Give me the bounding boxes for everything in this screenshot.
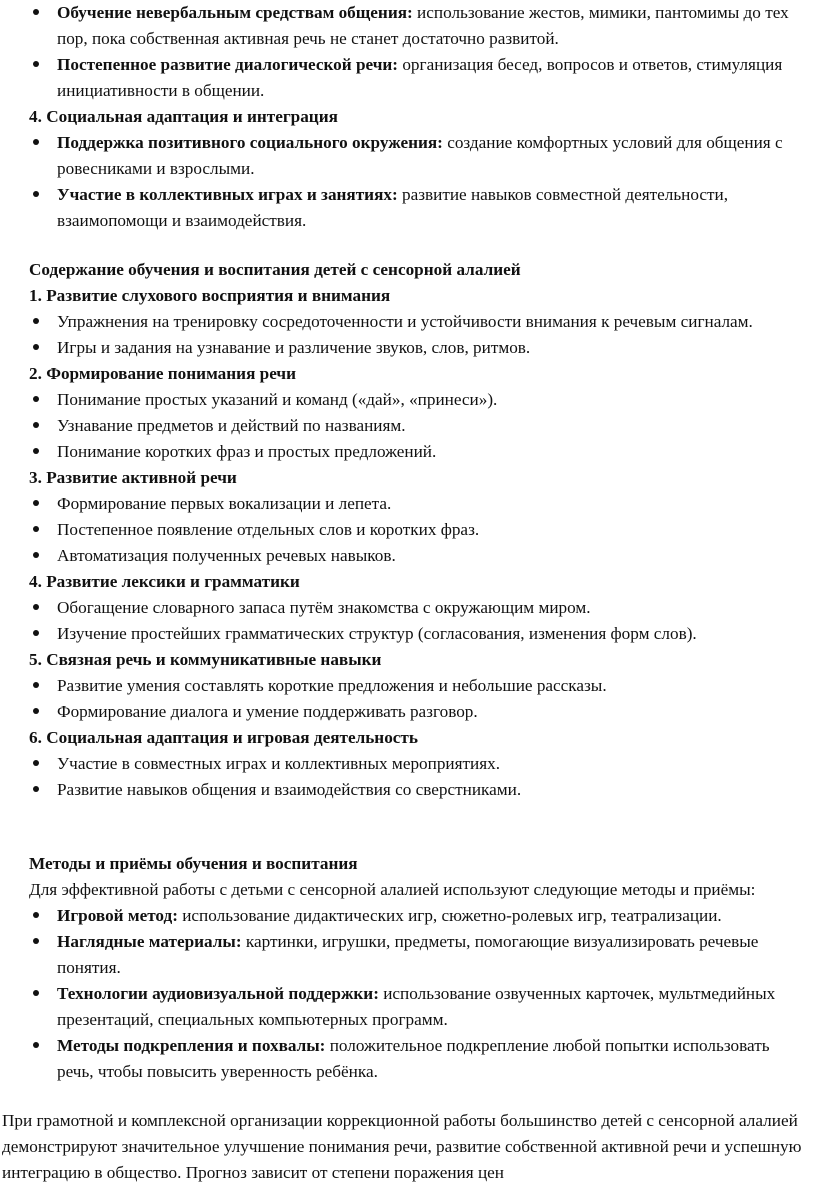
subsection-list	[29, 595, 799, 647]
list-item	[29, 1033, 799, 1085]
methods-block	[29, 851, 799, 1085]
methods-title: Методы и приёмы обучения и воспитания	[29, 854, 358, 873]
subsection-list	[29, 673, 799, 725]
item-text: организация бесед, вопросов и ответов, стимуляция инициативности в общении.	[57, 55, 783, 100]
list-item: Игры и задания на узнавание и различение звуков, слов, ритмов.	[29, 335, 799, 361]
content-title: Содержание обучения и воспитания детей с сенсорной алалией	[29, 260, 521, 279]
item-text: использование дидактических игр, сюжетно-ролевых игр, театрализации.	[177, 906, 722, 925]
list-item	[29, 0, 799, 52]
list-item: Обогащение словарного запаса путём знакомства с окружающим миром.	[29, 595, 799, 621]
item-text: использование жестов, мимики, пантомимы до тех пор, пока собственная активная речь не станет достаточно развитой.	[57, 3, 789, 48]
item-text: картинки, игрушки, предметы, помогающие визуализировать речевые понятия.	[57, 932, 759, 977]
item-text: создание комфортных условий для общения с ровесниками и взрослыми.	[57, 133, 783, 178]
list-item: Постепенное появление отдельных слов и коротких фраз.	[29, 517, 799, 543]
list-item	[29, 929, 799, 981]
item-text: использование озвученных карточек, мультмедийных презентаций, специальных компьютерных программ.	[57, 984, 776, 1029]
list-item: Формирование диалога и умение поддерживать разговор.	[29, 699, 799, 725]
list-item	[29, 981, 799, 1033]
subsection-list	[29, 309, 799, 361]
section4-list	[29, 130, 799, 234]
item-term: Методы подкрепления и похвалы:	[57, 1036, 326, 1055]
methods-intro: Для эффективной работы с детьми с сенсорной алалией используют следующие методы и приёмы:	[29, 880, 756, 899]
list-item	[29, 903, 799, 929]
list-item	[29, 182, 799, 234]
subsection-list	[29, 491, 799, 569]
list-item: Автоматизация полученных речевых навыков.	[29, 543, 799, 569]
subsection-heading: 3. Развитие активной речи	[29, 468, 237, 487]
content-block	[29, 257, 799, 803]
list-item: Формирование первых вокализации и лепета.	[29, 491, 799, 517]
item-text: развитие навыков совместной деятельности, взаимопомощи и взаимодействия.	[57, 185, 729, 230]
subsection-heading: 5. Связная речь и коммуникативные навыки	[29, 650, 382, 669]
item-term: Постепенное развитие диалогической речи:	[57, 55, 399, 74]
list-item: Участие в совместных играх и коллективных мероприятиях.	[29, 751, 799, 777]
list-item: Понимание простых указаний и команд («дай», «принеси»).	[29, 387, 799, 413]
list-item: Узнавание предметов и действий по названиям.	[29, 413, 799, 439]
list-item	[29, 130, 799, 182]
subsection-list	[29, 751, 799, 803]
top-list	[29, 0, 799, 104]
subsection-heading: 4. Развитие лексики и грамматики	[29, 572, 300, 591]
subsection-list	[29, 387, 799, 465]
item-term: Обучение невербальным средствам общения:	[57, 3, 413, 22]
list-item: Развитие навыков общения и взаимодействия со сверстниками.	[29, 777, 799, 803]
item-term: Участие в коллективных играх и занятиях:	[57, 185, 398, 204]
item-term: Технологии аудиовизуальной поддержки:	[57, 984, 379, 1003]
list-item: Понимание коротких фраз и простых предложений.	[29, 439, 799, 465]
methods-list	[29, 903, 799, 1085]
conclusion-paragraph: При грамотной и комплексной организации коррекционной работы большинство детей с сенсорной алалией демонстрируют значительное улучшение понимания речи, развитие собственной активной речи и успешную интеграцию в общество. Прогноз зависит от степени поражения цен	[2, 1111, 802, 1182]
item-text: положительное подкрепление любой попытки использовать речь, чтобы повысить уверенность ребёнка.	[57, 1036, 770, 1081]
list-item: Изучение простейших грамматических структур (согласования, изменения форм слов).	[29, 621, 799, 647]
section-heading: 4. Социальная адаптация и интеграция	[29, 107, 338, 126]
item-term: Наглядные материалы:	[57, 932, 242, 951]
list-item: Развитие умения составлять короткие предложения и небольшие рассказы.	[29, 673, 799, 699]
list-item	[29, 52, 799, 104]
item-term: Поддержка позитивного социального окружения:	[57, 133, 443, 152]
subsection-heading: 2. Формирование понимания речи	[29, 364, 297, 383]
top-list-block	[29, 0, 799, 234]
list-item: Упражнения на тренировку сосредоточенности и устойчивости внимания к речевым сигналам.	[29, 309, 799, 335]
subsection-heading: 1. Развитие слухового восприятия и внимания	[29, 286, 391, 305]
subsection-heading: 6. Социальная адаптация и игровая деятельность	[29, 728, 418, 747]
item-term: Игровой метод:	[57, 906, 178, 925]
